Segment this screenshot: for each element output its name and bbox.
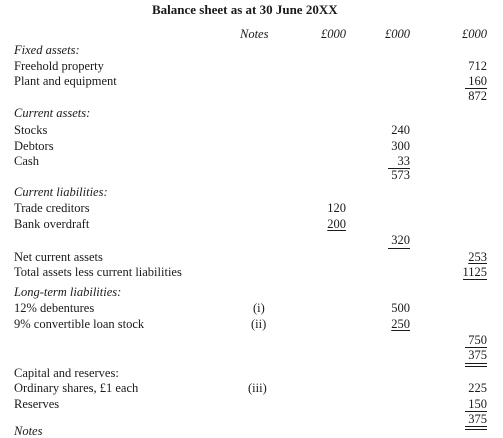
ordinary-shares-value: 225 bbox=[468, 381, 487, 395]
net-assets-value: 375 bbox=[468, 348, 487, 362]
total-assets-rule bbox=[463, 279, 487, 280]
notes-heading: Notes bbox=[14, 424, 43, 438]
total-assets-less-cl-label: Total assets less current liabilities bbox=[14, 265, 182, 279]
long-term-liabilities-heading: Long-term liabilities: bbox=[14, 285, 122, 299]
reserves-label: Reserves bbox=[14, 397, 60, 411]
convertible-loan-label: 9% convertible loan stock bbox=[14, 317, 145, 331]
stocks-value: 240 bbox=[391, 123, 410, 137]
net-current-assets-value: 253 bbox=[468, 250, 487, 264]
trade-creditors-label: Trade creditors bbox=[14, 201, 90, 215]
notes-column-header: Notes bbox=[240, 27, 269, 41]
debtors-value: 300 bbox=[391, 139, 410, 153]
current-assets-heading: Current assets: bbox=[14, 106, 91, 120]
net-current-assets-label: Net current assets bbox=[14, 250, 103, 264]
capital-reserves-double-rule-top bbox=[465, 426, 487, 427]
current-liabilities-heading: Current liabilities: bbox=[14, 185, 108, 199]
total-assets-less-cl-value: 1125 bbox=[462, 265, 487, 279]
freehold-property-value: 712 bbox=[468, 59, 487, 73]
net-assets-double-rule-bottom bbox=[465, 366, 487, 367]
freehold-property-label: Freehold property bbox=[14, 59, 104, 73]
ordinary-shares-label: Ordinary shares, £1 each bbox=[14, 381, 139, 395]
bank-overdraft-label: Bank overdraft bbox=[14, 217, 90, 231]
plant-equipment-label: Plant and equipment bbox=[14, 74, 117, 88]
ordinary-shares-note: (iii) bbox=[248, 381, 267, 395]
column3-header: £000 bbox=[462, 27, 487, 41]
capital-reserves-heading: Capital and reserves: bbox=[14, 366, 119, 380]
plant-equipment-value: 160 bbox=[468, 74, 487, 88]
cash-label: Cash bbox=[14, 154, 39, 168]
net-assets-double-rule-top bbox=[465, 363, 487, 364]
fixed-assets-heading: Fixed assets: bbox=[14, 43, 80, 57]
bank-overdraft-value: 200 bbox=[327, 217, 346, 231]
stocks-label: Stocks bbox=[14, 123, 48, 137]
fixed-assets-total: 872 bbox=[468, 89, 487, 103]
column1-header: £000 bbox=[321, 27, 346, 41]
balance-sheet-title: Balance sheet as at 30 June 20XX bbox=[152, 2, 338, 17]
capital-reserves-total: 375 bbox=[468, 412, 487, 426]
column2-header: £000 bbox=[385, 27, 410, 41]
debtors-label: Debtors bbox=[14, 139, 54, 153]
current-liabilities-total: 320 bbox=[391, 233, 410, 247]
cash-value: 33 bbox=[397, 154, 410, 168]
debentures-label: 12% debentures bbox=[14, 301, 95, 315]
capital-reserves-double-rule-bottom bbox=[465, 429, 487, 430]
long-term-liabilities-total: 750 bbox=[468, 333, 487, 347]
trade-creditors-value: 120 bbox=[327, 201, 346, 215]
current-liabilities-rule bbox=[388, 248, 410, 249]
reserves-value: 150 bbox=[468, 397, 487, 411]
current-assets-total: 573 bbox=[391, 168, 410, 182]
debentures-value: 500 bbox=[391, 301, 410, 315]
debentures-note: (i) bbox=[253, 301, 265, 315]
convertible-loan-note: (ii) bbox=[251, 317, 267, 331]
convertible-loan-value: 250 bbox=[391, 317, 410, 331]
